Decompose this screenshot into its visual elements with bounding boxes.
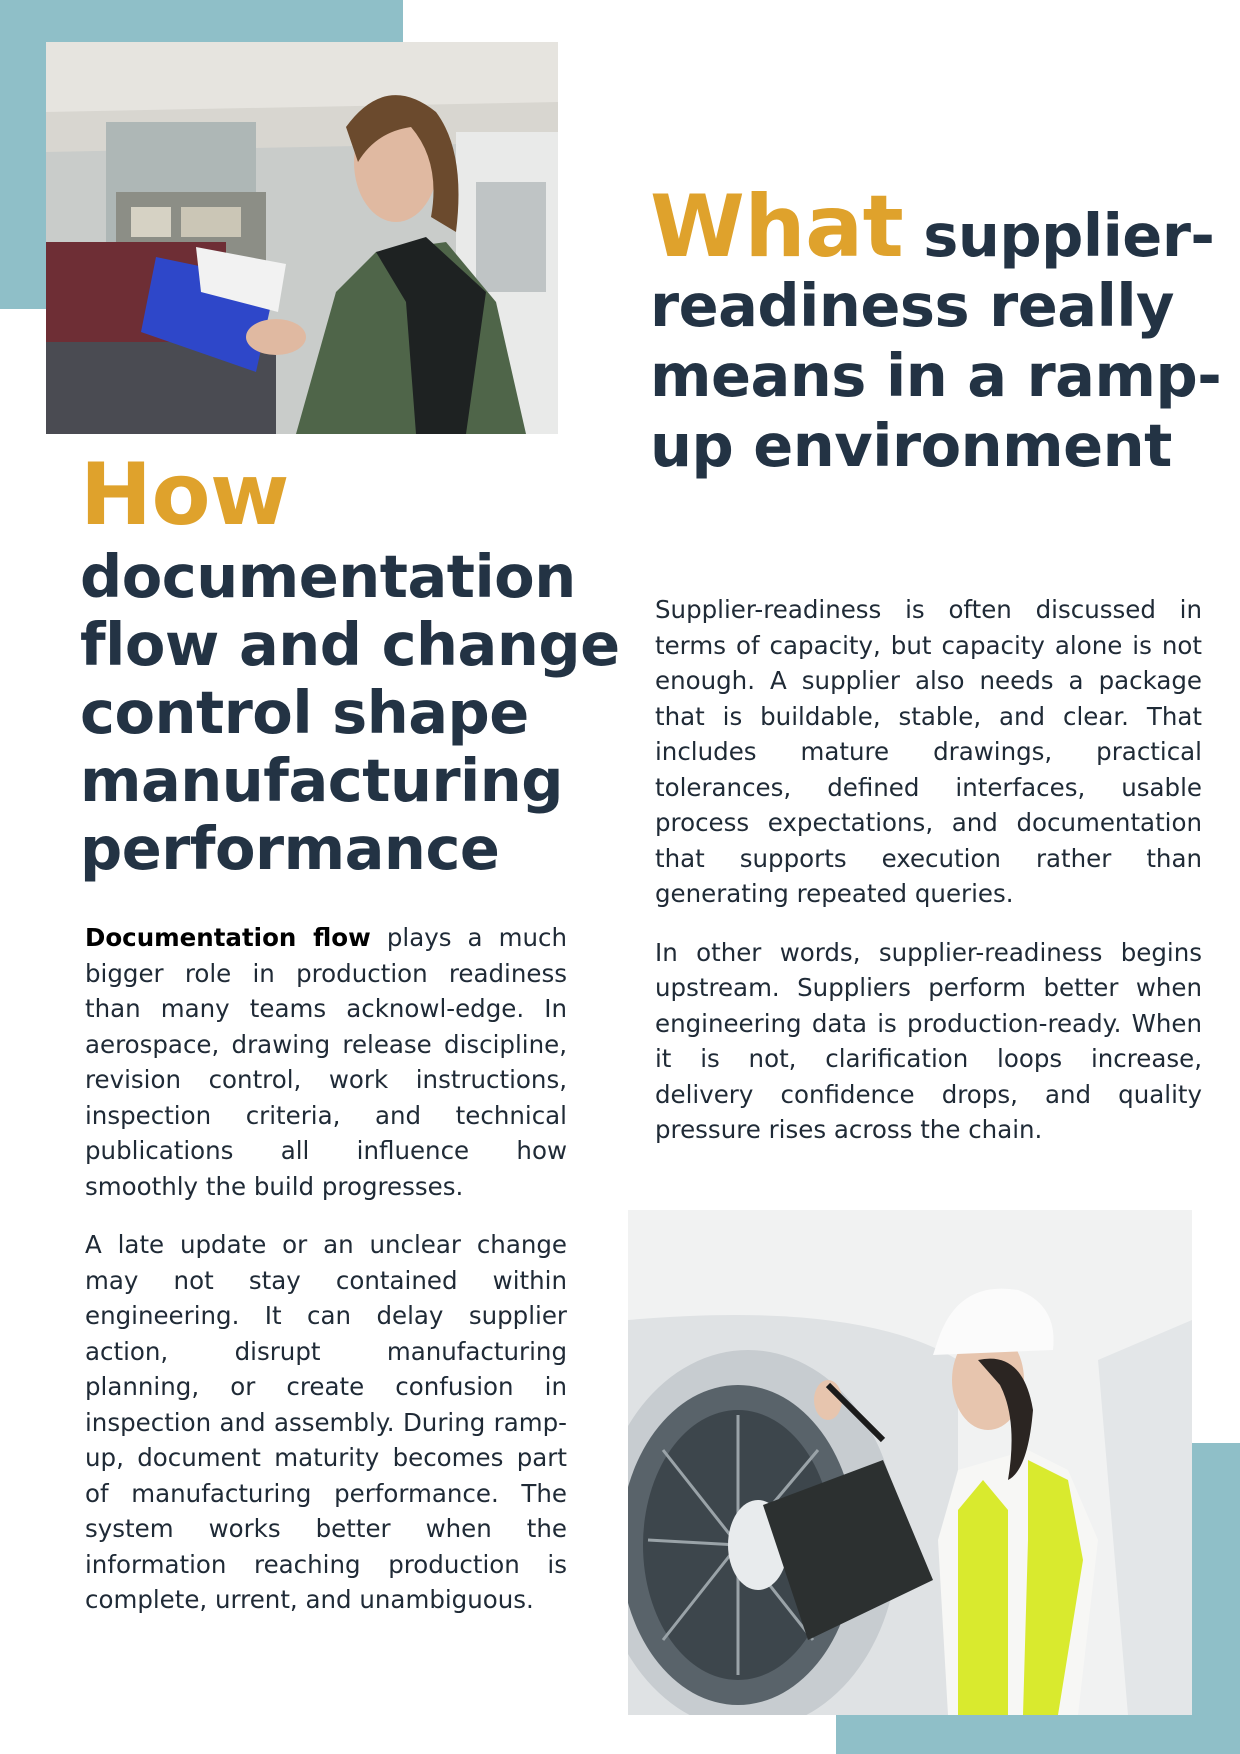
right-article-body	[655, 592, 1202, 1171]
left-lead-term: Documentation flow	[85, 923, 371, 952]
photo-engineer-jet-engine	[628, 1210, 1192, 1715]
left-article-heading	[80, 447, 640, 883]
photo-woman-clipboard-cockpit	[46, 42, 558, 434]
right-heading-highlight: What	[650, 177, 904, 277]
left-paragraph-1-text: plays a much bigger role in production readiness than many teams acknowl-edge. In aerospace, drawing release discipline, revision control, work instructions, inspection criteria, and technical publications all influence how smoothly the build progresses.	[85, 923, 567, 1201]
right-paragraph-1: Supplier-readiness is often discussed in terms of capacity, but capacity alone is not enough. A supplier also needs a package that is buildable, stable, and clear. That includes mature drawings, practical tolerances, defined interfaces, usable process expectations, and documentation that supports execution rather than generating repeated queries.	[655, 595, 1202, 908]
left-paragraph-1	[85, 920, 567, 1204]
left-article-body	[85, 920, 567, 1641]
left-heading-highlight: How	[80, 445, 290, 545]
right-paragraph-2: In other words, supplier-readiness begins upstream. Suppliers perform better when engineering data is production-ready. When it is not, clarification loops increase, delivery confidence drops, and quality pressure rises across the chain.	[655, 937, 1202, 1144]
right-heading-rest: supplier-readiness really means in a ramp-up environment	[650, 201, 1222, 480]
left-paragraph-2: A late update or an unclear change may not stay contained within engineering. It can delay supplier action, disrupt manufacturing planning, or create confusion in inspection and assembly. During ramp-up, document maturity becomes part of manufacturing performance. The system works better when the information reaching production is complete, urrent, and unambiguous.	[85, 1230, 567, 1614]
left-heading-rest: documentation flow and change control shape manufacturing performance	[80, 542, 620, 883]
right-article-heading	[650, 177, 1240, 481]
